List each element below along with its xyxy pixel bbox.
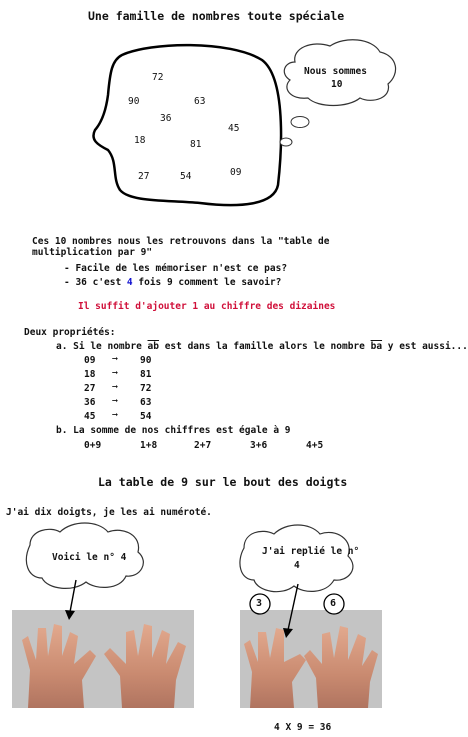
digit-sum: 0+9: [84, 440, 102, 451]
property-a-mid: est dans la famille alors le nombre: [158, 341, 371, 352]
hint-text: Il suffit d'ajouter 1 au chiffre des dizaines: [78, 301, 336, 312]
thought-bubble-text-1: Nous sommes: [304, 66, 367, 77]
pair-left: 09: [84, 355, 96, 366]
blob-number: 54: [180, 171, 192, 182]
pair-right: 90: [140, 355, 152, 366]
blob-number: 36: [160, 113, 172, 124]
pair-arrow: ➞: [112, 382, 119, 393]
pair-left: 27: [84, 383, 96, 394]
blob-number: 09: [230, 167, 242, 178]
blob-number: 81: [190, 139, 202, 150]
pair-left: 36: [84, 397, 96, 408]
bubble-left-text: Voici le n° 4: [52, 552, 127, 563]
digit-sum: 3+6: [250, 440, 268, 451]
pair-left: 18: [84, 369, 96, 380]
bubble-right-text-1: J'ai replié le n°: [262, 546, 360, 557]
section-title-family: Une famille de nombres toute spéciale: [88, 9, 345, 23]
pair-arrow: ➞: [112, 354, 119, 365]
blob-number: 63: [194, 96, 206, 107]
pair-arrow: ➞: [112, 410, 119, 421]
bullet-memorize: - Facile de les mémoriser n'est ce pas?: [64, 263, 288, 274]
digit-sum: 4+5: [306, 440, 324, 451]
property-a-post: y est aussi...: [382, 341, 468, 352]
finger-label-6: 6: [330, 598, 337, 609]
blob-number: 27: [138, 171, 150, 182]
intro-text: Ces 10 nombres nous les retrouvons dans la "table de multiplication par 9": [32, 236, 330, 258]
property-a: [56, 341, 468, 352]
blob-number: 72: [152, 72, 164, 83]
pair-right: 72: [140, 383, 152, 394]
pair-left: 45: [84, 411, 96, 422]
properties-heading: Deux propriétés:: [24, 327, 116, 338]
property-a-pre: a. Si le nombre: [56, 341, 148, 352]
result-text: 4 X 9 = 36: [274, 722, 332, 733]
bullet-36-pre: - 36 c'est: [64, 277, 127, 288]
property-a-ab: $\overline{ab}$: [147, 341, 159, 352]
thought-dot-large: [291, 117, 309, 128]
finger-label-3: 3: [256, 598, 263, 609]
pair-arrow: ➞: [112, 368, 119, 379]
speech-cloud-right: [240, 525, 353, 592]
digit-sum: 1+8: [140, 440, 158, 451]
bullet-36-number: 4: [126, 277, 133, 288]
pair-arrow: ➞: [112, 396, 119, 407]
pair-right: 63: [140, 397, 152, 408]
section-title-fingers: La table de 9 sur le bout des doigts: [98, 475, 348, 489]
fingers-intro: J'ai dix doigts, je les ai numéroté.: [6, 507, 212, 518]
thought-dot-small: [280, 138, 292, 146]
blob-number: 18: [134, 135, 146, 146]
digit-sum: 2+7: [194, 440, 212, 451]
blob-number: 45: [228, 123, 240, 134]
pair-right: 81: [140, 369, 152, 380]
bullet-36: [64, 277, 281, 288]
bullet-36-post: fois 9 comment le savoir?: [132, 277, 282, 288]
bubble-right-text-2: 4: [294, 560, 300, 571]
pair-right: 54: [140, 411, 152, 422]
blob-number: 90: [128, 96, 140, 107]
thought-bubble-text-2: 10: [331, 79, 343, 90]
property-b: b. La somme de nos chiffres est égale à 9: [56, 425, 291, 436]
property-a-ba: $\overline{ba}$: [370, 341, 383, 352]
